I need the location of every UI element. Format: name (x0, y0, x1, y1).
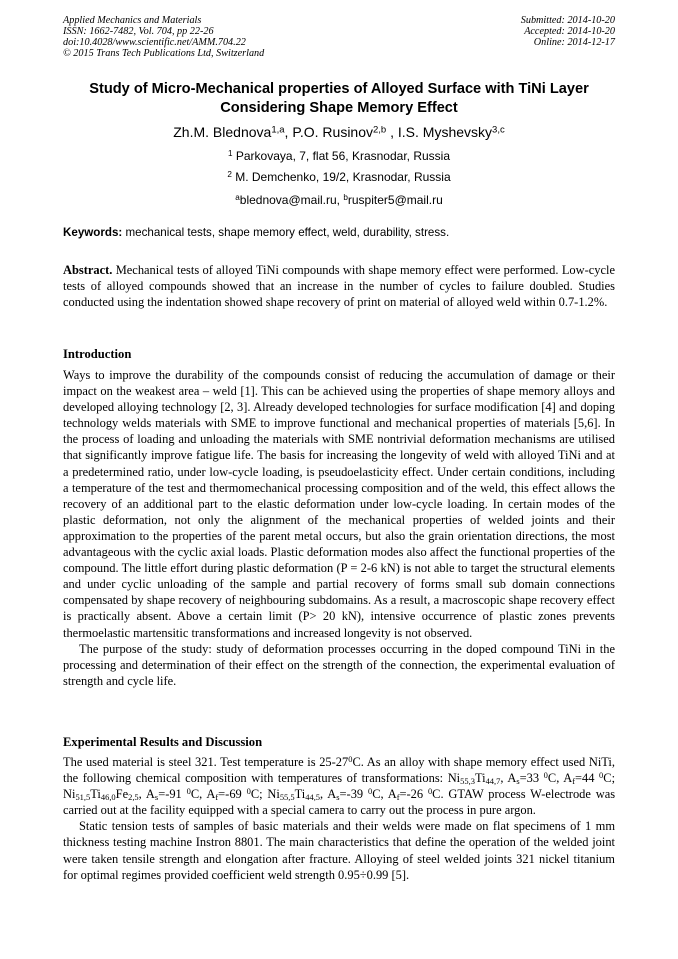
text-run: =-39 (339, 787, 368, 802)
section-heading-experimental: Experimental Results and Discussion (63, 735, 263, 749)
abstract (63, 262, 615, 310)
degree-mark: 0 (246, 785, 251, 796)
title-line-1: Study of Micro-Mechanical properties of Alloyed Surface with TiNi Layer (89, 81, 589, 97)
author-3-affil: 3,c (492, 124, 505, 136)
issn: ISSN: 1662-7482, Vol. 704, pp 22-26 (63, 26, 214, 37)
text-run: C, A (372, 787, 397, 802)
text-run: Ti (474, 771, 486, 786)
author-1: Zh.M. Blednova (173, 124, 272, 140)
email-b-mark: b (343, 192, 348, 202)
text-run: C; Ni (250, 787, 280, 802)
text-run: C. GTAW process W-electrode was carried out at the facility equipped with a special camera to carry out the process in pure argon. (63, 787, 616, 818)
author-1-affil: 1,a (271, 124, 285, 136)
affiliation-1-text: Parkovaya, 7, flat 56, Krasnodar, Russia (232, 149, 450, 163)
keywords (63, 226, 623, 240)
text-run: =33 (519, 771, 544, 786)
affiliation-2-mark: 2 (227, 169, 232, 179)
author-list (40, 123, 638, 141)
text-run: Fe (115, 787, 129, 802)
text-run: =-69 (218, 787, 247, 802)
dates-header (521, 15, 615, 48)
affiliation-2-text: M. Demchenko, 19/2, Krasnodar, Russia (231, 170, 451, 184)
affiliation-2 (40, 170, 638, 184)
author-3: I.S. Myshevsky (397, 124, 493, 140)
text-run: C; Ni (63, 771, 616, 802)
author-emails (40, 193, 638, 207)
keywords-label: Keywords: (63, 226, 123, 239)
text-run: The used material is steel 321. Test temperature is 25-27 (63, 755, 349, 769)
title-line-2: Considering Shape Memory Effect (220, 99, 458, 116)
subscript: f (396, 792, 400, 803)
accepted-date: Accepted: 2014-10-20 (524, 26, 615, 37)
degree-mark: 0 (348, 753, 353, 764)
text-run: Ti (90, 787, 101, 802)
text-run: =44 (575, 771, 600, 786)
text-run: =-91 (158, 787, 187, 802)
subscript: 55,5 (279, 792, 295, 803)
online-date: Online: 2014-12-17 (533, 37, 615, 48)
degree-mark: 0 (367, 785, 373, 796)
email-a[interactable]: blednova@mail.ru, (239, 193, 344, 207)
degree-mark: 0 (543, 769, 548, 780)
intro-paragraph-2: The purpose of the study: study of deformation processes occurring in the doped compound TiNi in the processing and determination of their effect on the strength of the connection, the experimental evaluation of strength and cycle life. (63, 641, 615, 688)
email-a-mark: a (235, 192, 240, 202)
text-run: , A (500, 771, 517, 786)
affiliation-1 (40, 149, 638, 163)
experimental-paragraph-1 (63, 754, 615, 818)
intro-paragraph-1: Ways to improve the durability of the compounds consist of reducing the accumulation of damage or their impact on the weakest area – weld [1]. This can be achieved using the properties of shape memory alloys and developed alloying technology [2, 3]. Already developed technologies for surface modification [4] and doping technology welds materials with SME to improve functional and mechanical properties of materials [5,6]. In the process of loading and unloading the materials with SME nontrivial deformation mechanisms are utilised that significantly improve fatigue life. The basis for increasing the longevity of weld with alloyed TiNi and at a predetermined ratio, under low-cycle loading, is pseudoelasticity effect. Under certain conditions, including a temperature of the test and thermomechanical processing composition and of the weld, this effect allows the recovery of an additional part to the elastic deformation under low-cycle loading. In certain modes of the plastic deformation, not only the alignment of the mechanical properties of welded joints and their approximation to the properties of the parent metal occurs, but also the grain orientation directions, the most advantageous with the cyclic axial loads. Plastic deformation modes also affect the functional properties of the compound. The little effort during plastic deformation (P = 2-6 kN) is not able to target the structural elements and under cyclic unloading of the sample and partial recovery of forms small sub domain connections compensated by shape recovery of neighbouring subdomains. As a result, a macroscopic shape recovery effect is practically absent. Above a certain limit (P> 20 kN), intensive occurrence of plastic zones prevents thermoelastic martensitic transformations and increased longevity is not observed. (63, 368, 615, 640)
author-2: P.O. Rusinov (292, 124, 373, 140)
subscript: 46,0 (100, 792, 116, 803)
journal-header (63, 15, 264, 59)
introduction-body (63, 367, 615, 689)
text-run: , A (138, 787, 155, 802)
subscript: s (154, 792, 159, 803)
keywords-text: mechanical tests, shape memory effect, weld, durability, stress. (122, 226, 450, 239)
degree-mark: 0 (186, 785, 191, 796)
author-separator: , (284, 124, 293, 140)
affiliation-1-mark: 1 (228, 148, 233, 158)
subscript: 55,3 (460, 776, 475, 787)
email-b[interactable]: ruspiter5@mail.ru (347, 193, 443, 207)
doi[interactable]: doi:10.4028/www.scientific.net/AMM.704.22 (63, 37, 246, 48)
degree-mark: 0 (599, 769, 604, 780)
journal-name: Applied Mechanics and Materials (63, 15, 202, 26)
text-run: =-26 (399, 787, 428, 802)
section-heading-introduction: Introduction (63, 347, 132, 361)
text-run: Ti (294, 787, 306, 802)
subscript: s (336, 792, 340, 803)
text-run: C. As an alloy with shape memory effect used NiTi, the following chemical composition with temperatures of transformations: Ni (63, 755, 615, 786)
subscript: s (516, 776, 520, 787)
subscript: f (215, 792, 219, 803)
author-2-affil: 2,b (373, 124, 387, 136)
text-run: C, A (190, 787, 216, 802)
submitted-date: Submitted: 2014-10-20 (520, 15, 615, 26)
paper-title (40, 80, 638, 117)
subscript: 51,5 (75, 792, 91, 803)
subscript: 2,5 (128, 792, 139, 803)
experimental-paragraph-2: Static tension tests of samples of basic materials and their welds were made on flat specimens of 1 mm thickness testing machine Instron 8801. The main characteristics that define the operation of the welded joint were taken tensile strength and elongation after fracture. Alloying of steel welded joints 321 nickel titanium for optimal regimes provided coefficient weld strength 0.95÷0.99 [5]. (63, 819, 615, 882)
subscript: f (572, 776, 576, 787)
experimental-body (63, 754, 615, 883)
text-run: C, A (547, 771, 573, 786)
text-run: , A (320, 787, 337, 802)
subscript: 44,7 (485, 776, 501, 787)
author-separator: , (386, 124, 398, 140)
abstract-label: Abstract. (63, 263, 113, 277)
abstract-text: Mechanical tests of alloyed TiNi compounds with shape memory effect were performed. Low-cycle tests of alloyed compounds showed that an increase in the number of cycles to failure doubled. Studies conducted using the indentation showed shape recovery of print on material of alloyed weld within 0.7-1.2%. (63, 263, 615, 310)
subscript: 44,5 (305, 792, 321, 803)
copyright: © 2015 Trans Tech Publications Ltd, Switzerland (63, 48, 265, 59)
degree-mark: 0 (427, 785, 433, 796)
